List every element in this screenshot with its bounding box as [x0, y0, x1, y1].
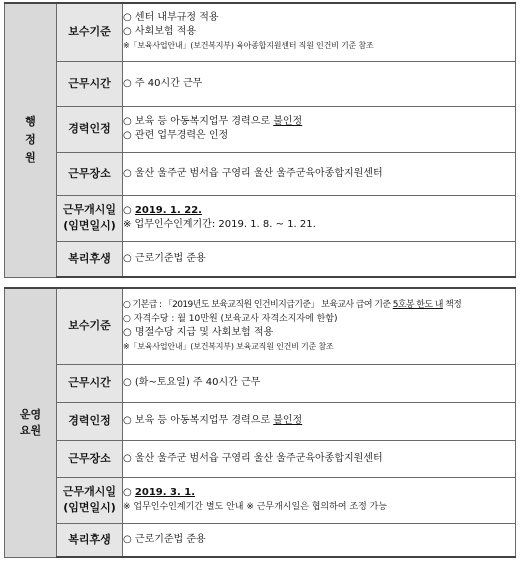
ops-salary-line-3: ○ 명절수당 지급 및 사회보험 적용 — [123, 327, 274, 339]
ops-hours-row — [5, 364, 516, 402]
ops-welfare-line-1: ○ 근로기준법 준용 — [123, 533, 206, 545]
ops-start-label — [57, 477, 123, 523]
admin-start-label-2: (임면일시) — [63, 219, 116, 232]
admin-salary-content — [123, 3, 516, 61]
ops-salary-line-1 — [123, 298, 515, 312]
ops-salary-line-1-end: 책정 — [442, 300, 462, 311]
admin-start-row — [5, 195, 516, 241]
ops-salary-label: 보수기준 — [57, 288, 123, 364]
ops-career-not-recognized: 불인정 — [273, 415, 303, 426]
ops-group-label-1: 운영 — [19, 407, 42, 421]
ops-salary-step-limit: 5호봉 한도 내 — [392, 300, 443, 311]
ops-salary-content — [123, 288, 516, 364]
ops-welfare-label: 복리후생 — [57, 523, 123, 557]
ops-hours-content — [123, 364, 516, 402]
admin-hours-label: 근무시간 — [57, 61, 123, 106]
admin-salary-line-2: ○ 사회보험 적용 — [123, 26, 197, 38]
ops-career-line-1 — [123, 414, 515, 428]
admin-start-label — [57, 195, 123, 241]
ops-start-bullet: ○ — [123, 487, 135, 498]
ops-hours-line-1: ○ (화~토요일) 주 40시간 근무 — [123, 377, 261, 388]
admin-place-row — [5, 152, 516, 195]
admin-career-not-recognized: 불인정 — [273, 116, 303, 127]
ops-salary-line-1-text: ○ 기본급 : 「2019년도 보육교직원 인건비지급기준」 보육교사 급여 기준 — [123, 300, 393, 311]
admin-career-line-2: ○ 관련 업무경력은 인정 — [123, 130, 229, 141]
admin-group-label: 행정원 — [25, 115, 36, 165]
ops-career-row — [5, 402, 516, 440]
ops-welfare-row — [5, 523, 516, 557]
ops-place-label: 근무장소 — [57, 440, 123, 477]
admin-place-label: 근무장소 — [57, 152, 123, 195]
ops-salary-row — [5, 288, 516, 364]
admin-hours-row — [5, 61, 516, 106]
admin-start-date: 2019. 1. 22. — [134, 205, 202, 216]
ops-hours-label: 근무시간 — [57, 364, 123, 402]
ops-career-content — [123, 402, 516, 440]
ops-start-content — [123, 477, 516, 523]
ops-start-line-2: ※ 업무인수인계기간 별도 안내 ※ 근무개시일은 협의하여 조정 가능 — [123, 502, 388, 512]
ops-place-line-1: ○ 울산 울주군 범서읍 구영리 울산 울주군육아종합지원센터 — [123, 452, 383, 464]
ops-welfare-content — [123, 523, 516, 557]
admin-career-content — [123, 106, 516, 152]
admin-staff-table — [4, 2, 516, 278]
ops-salary-note: ※「보육사업안내」(보건복지부) 보육교직원 인건비 기준 참조 — [123, 342, 334, 352]
ops-start-line-1 — [123, 486, 515, 500]
admin-salary-label: 보수기준 — [57, 3, 123, 61]
admin-welfare-label: 복리후생 — [57, 241, 123, 277]
ops-career-label: 경력인정 — [57, 402, 123, 440]
ops-group-label-2: 요원 — [19, 423, 42, 437]
admin-group-cell — [5, 3, 57, 277]
admin-career-row — [5, 106, 516, 152]
admin-start-content — [123, 195, 516, 241]
admin-career-line-1 — [123, 115, 515, 129]
admin-welfare-row — [5, 241, 516, 277]
admin-welfare-line-1: ○ 근로기준법 준용 — [123, 252, 206, 264]
ops-start-date: 2019. 3. 1. — [134, 487, 196, 498]
admin-start-line-2: ※ 업무인수인계기간: 2019. 1. 8. ~ 1. 21. — [123, 219, 316, 230]
ops-salary-line-2: ○ 자격수당 : 월 10만원 (보육교사 자격소지자에 한함) — [123, 314, 338, 325]
admin-career-line-1-text: ○ 보육 등 아동복지업무 경력으로 — [123, 116, 274, 127]
admin-salary-note: ※「보육사업안내」(보건복지부) 육아종합지원센터 직원 인건비 기준 참조 — [123, 41, 374, 51]
admin-start-label-1: 근무개시일 — [62, 203, 117, 216]
admin-start-bullet: ○ — [123, 205, 135, 216]
ops-place-row — [5, 440, 516, 477]
ops-staff-table — [4, 287, 516, 558]
admin-salary-row — [5, 3, 516, 61]
ops-start-label-2: (임면일시) — [63, 501, 116, 514]
admin-career-label: 경력인정 — [57, 106, 123, 152]
admin-place-content — [123, 152, 516, 195]
ops-start-label-1: 근무개시일 — [62, 485, 117, 498]
admin-hours-line-1: ○ 주 40시간 근무 — [123, 77, 203, 89]
admin-salary-line-1: ○ 센터 내부규정 적용 — [123, 12, 219, 24]
admin-hours-content — [123, 61, 516, 106]
admin-start-line-1 — [123, 204, 515, 218]
admin-welfare-content — [123, 241, 516, 277]
admin-place-line-1: ○ 울산 울주군 범서읍 구영리 울산 울주군육아종합지원센터 — [123, 167, 383, 179]
ops-group-cell — [5, 288, 57, 557]
ops-career-line-1-text: ○ 보육 등 아동복지업무 경력으로 — [123, 415, 274, 426]
ops-start-row — [5, 477, 516, 523]
ops-place-content — [123, 440, 516, 477]
